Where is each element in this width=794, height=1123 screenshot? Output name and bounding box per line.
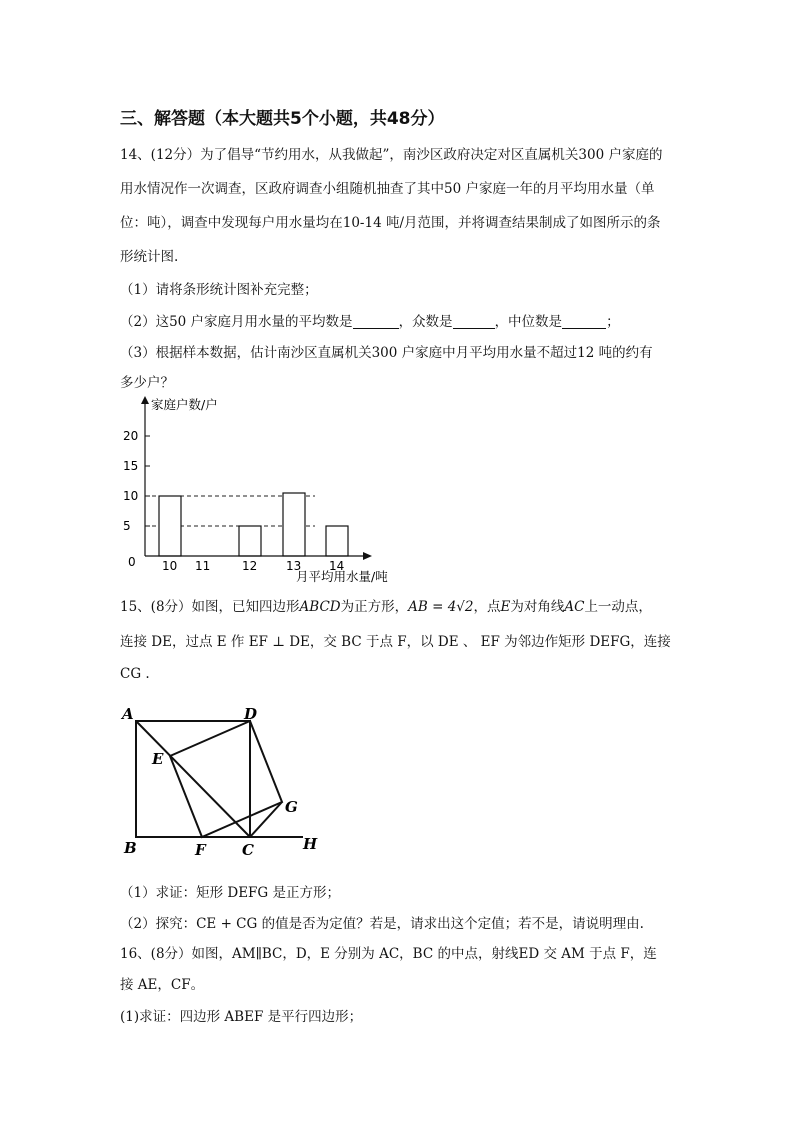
y-tick-label-0: 0 — [128, 555, 136, 569]
q15-text-e: 上一动点， — [584, 599, 652, 615]
x-axis-arrow — [363, 552, 372, 560]
q15-sub-2: （2）探究：CE + CG 的值是否为定值？若是，请求出这个定值；若不是，请说明理由. — [120, 916, 644, 932]
label-b: B — [124, 839, 137, 857]
q14-line-4: 形统计图. — [120, 249, 179, 265]
label-a: A — [122, 705, 134, 723]
q14-sub-1: （1）请将条形统计图补充完整； — [120, 282, 318, 298]
x-tick-label-10: 10 — [162, 559, 178, 573]
q15-sub-1: （1）求证：矩形 DEFG 是正方形； — [120, 885, 341, 901]
bar-10 — [159, 496, 181, 556]
var-ac: AC — [564, 599, 585, 615]
q14-sub2-text-b: ，众数是 — [398, 314, 453, 330]
bar-14 — [326, 526, 348, 556]
q14-sub-2 — [120, 313, 620, 331]
x-tick-label-13: 13 — [286, 559, 302, 573]
y-tick-label-5: 5 — [123, 519, 131, 533]
y-tick-label-20: 20 — [123, 429, 139, 443]
q15-text-c: ，点 — [473, 599, 501, 615]
y-tick-label-15: 15 — [123, 459, 139, 473]
label-f: F — [195, 841, 206, 859]
answer-blank-mean[interactable] — [353, 314, 399, 329]
q15-text-b: 为正方形， — [340, 599, 409, 615]
q16-line-2: 接 AE，CF。 — [120, 977, 205, 993]
equation-ab: AB = 4√2 — [408, 599, 474, 615]
q14-line-1: 14、(12分）为了倡导“节约用水，从我做起”，南沙区政府决定对区直属机关300 户家庭的 — [120, 147, 663, 163]
q16-line-1: 16、(8分）如图，AM∥BC，D，E 分别为 AC，BC 的中点，射线ED 交 AM 于点 F，连 — [120, 946, 657, 962]
section-title: 三、解答题（本大题共5个小题，共48分） — [120, 109, 445, 129]
var-abcd: ABCD — [299, 599, 341, 615]
label-d: D — [244, 705, 258, 723]
y-tick-label-10: 10 — [123, 489, 139, 503]
diagonal-ac — [136, 721, 250, 837]
label-c: C — [242, 841, 254, 859]
segment-cg — [250, 802, 282, 837]
label-e: E — [152, 750, 164, 768]
q14-sub-3-line-2: 多少户？ — [120, 375, 174, 391]
x-tick-label-14: 14 — [329, 559, 345, 573]
bar-12 — [239, 526, 261, 556]
y-axis-arrow — [141, 396, 149, 404]
bar-chart — [115, 392, 395, 592]
q14-sub2-text-a: （2）这50 户家庭月用水量的平均数是 — [120, 314, 353, 330]
q15-line-1 — [120, 598, 652, 616]
q15-text-d: 为对角线 — [510, 599, 565, 615]
y-axis-title: 家庭户数/户 — [151, 397, 218, 412]
q14-line-3: 位：吨），调查中发现每户用水量均在10-14 吨/月范围，并将调查结果制成了如图所示的条 — [120, 215, 661, 231]
bar-13 — [283, 493, 305, 556]
x-tick-label-11: 11 — [195, 559, 211, 573]
q16-sub-1: (1)求证：四边形 ABEF 是平行四边形； — [120, 1009, 363, 1025]
q14-sub2-text-c: ，中位数是 — [494, 314, 563, 330]
answer-blank-mode[interactable] — [453, 314, 495, 329]
q14-line-2: 用水情况作一次调查，区政府调查小组随机抽查了其中50 户家庭一年的月平均用水量（单 — [120, 181, 655, 197]
q14-sub-3-line-1: （3）根据样本数据，估计南沙区直属机关300 户家庭中月平均用水量不超过12 吨的约有 — [120, 345, 653, 361]
geometry-figure — [115, 700, 335, 860]
q15-text-a: 15、(8分）如图，已知四边形 — [120, 599, 300, 615]
answer-blank-median[interactable] — [562, 314, 606, 329]
q15-line-2: 连接 DE，过点 E 作 EF ⊥ DE，交 BC 于点 F，以 DE 、 EF 为邻边作矩形 DEFG，连接 — [120, 634, 671, 650]
x-axis-title: 月平均用水量/吨 — [296, 569, 388, 584]
var-e: E — [500, 599, 511, 615]
q15-line-3: CG . — [120, 666, 150, 682]
chart-bars — [159, 493, 348, 556]
q14-sub2-text-d: ； — [606, 314, 620, 330]
label-g: G — [285, 798, 298, 816]
x-tick-label-12: 12 — [242, 559, 258, 573]
label-h: H — [303, 835, 318, 853]
